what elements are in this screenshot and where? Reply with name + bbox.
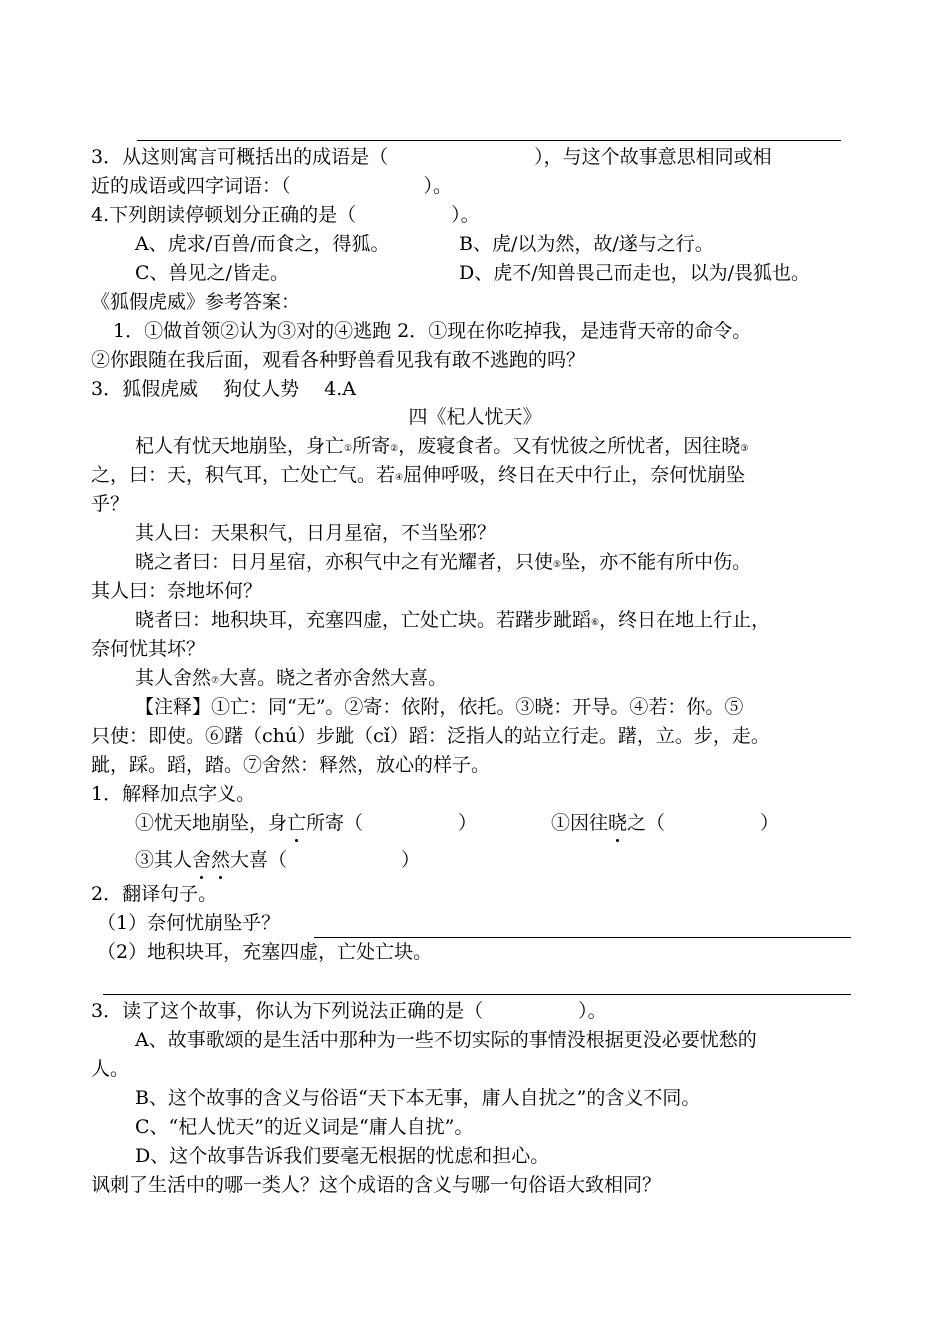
story-paragraph: 其人曰：天果积气，日月星宿，不当坠邪？ <box>135 522 497 544</box>
option-c: C、“杞人忧天”的近义词是“庸人自扰”。 <box>135 1116 474 1138</box>
story-title: 四《杞人忧天》 <box>408 406 542 428</box>
story-paragraph: 晓之者曰：日月星宿，亦积气中之有光耀者，只使⑤坠，亦不能有所中伤。 <box>135 551 752 573</box>
option-b: B、虎/以为然，故/遂与之行。 <box>459 233 714 255</box>
option-a: A、故事歌颂的是生活中那种为一些不切实际的事情没根据更没必要忧愁的 <box>135 1029 757 1051</box>
story-paragraph: 晓者曰：地积块耳，充塞四虚，亡处亡块。若躇步跐蹈⑥，终日在地上行止， <box>135 609 771 631</box>
question-line: 近的成语或四字词语：（ ）。 <box>91 175 453 197</box>
answer-line: ②你跟随在我后面，观看各种野兽看见我有敢不逃跑的吗？ <box>91 349 586 371</box>
story-paragraph: 其人曰：奈地坏何？ <box>91 580 263 602</box>
story-paragraph: 乎？ <box>91 493 130 515</box>
question-title: 3．读了这个故事，你认为下列说法正确的是（ ）。 <box>91 1000 607 1022</box>
story-paragraph: 其人舍然⑦大喜。晓之者亦舍然大喜。 <box>135 667 448 689</box>
question-item: ①忧天地崩坠，身亡所寄（ ） <box>135 812 478 834</box>
answer-line: 1．①做首领②认为③对的④逃跑 2．①现在你吃掉我，是违背天帝的命令。 <box>113 320 752 342</box>
answer-line: 3．狐假虎威 狗仗人势 4.A <box>91 378 357 400</box>
question-line: 4.下列朗读停顿划分正确的是（ ）。 <box>91 204 480 226</box>
question-item: ③其人舍然大喜（ ） <box>135 849 421 871</box>
story-paragraph: 奈何忧其坏？ <box>91 638 206 660</box>
notes: 跐，踩。蹈，踏。⑦舍然：释然，放心的样子。 <box>91 754 491 776</box>
question-title: 2．翻译句子。 <box>91 883 218 905</box>
question-line: 3．从这则寓言可概括出的成语是（ ），与这个故事意思相同或相 <box>91 146 772 168</box>
option-d: D、这个故事告诉我们要毫无根据的忧虑和担心。 <box>135 1145 550 1167</box>
tail-question: 讽刺了生活中的哪一类人？这个成语的含义与哪一句俗语大致相同？ <box>91 1174 662 1196</box>
story-paragraph: 杞人有忧天地崩坠，身亡①所寄②，废寝食者。又有忧彼之所忧者，因往晓③ <box>135 435 749 457</box>
option-d: D、虎不/知兽畏己而走也，以为/畏狐也。 <box>459 262 811 284</box>
answer-line <box>137 140 841 141</box>
notes: 【注释】①亡：同“无”。②寄：依附，依托。③晓：开导。④若：你。⑤ <box>135 696 744 718</box>
answer-line <box>103 994 851 995</box>
question-item: （2）地积块耳，充塞四虚，亡处亡块。 <box>97 941 433 963</box>
notes: 只使：即使。⑥躇（chú）步跐（cǐ）蹈：泛指人的站立行走。躇，立。步，走。 <box>91 725 770 747</box>
question-title: 1．解释加点字义。 <box>91 783 256 805</box>
option-a: A、虎求/百兽/而食之，得狐。 <box>135 233 390 255</box>
answers-heading: 《狐假虎威》参考答案： <box>91 291 301 313</box>
option-a: 人。 <box>91 1058 130 1080</box>
option-b: B、这个故事的含义与俗语“天下本无事，庸人自扰之”的含义不同。 <box>135 1087 701 1109</box>
option-c: C、兽见之/皆走。 <box>135 262 289 284</box>
question-item: ①因往晓之（ ） <box>551 812 780 834</box>
story-paragraph: 之，曰：天，积气耳，亡处亡气。若④屈伸呼吸，终日在天中行止，奈何忧崩坠 <box>91 464 746 486</box>
answer-line <box>314 937 851 938</box>
question-item: （1）奈何忧崩坠乎？ <box>97 912 281 934</box>
